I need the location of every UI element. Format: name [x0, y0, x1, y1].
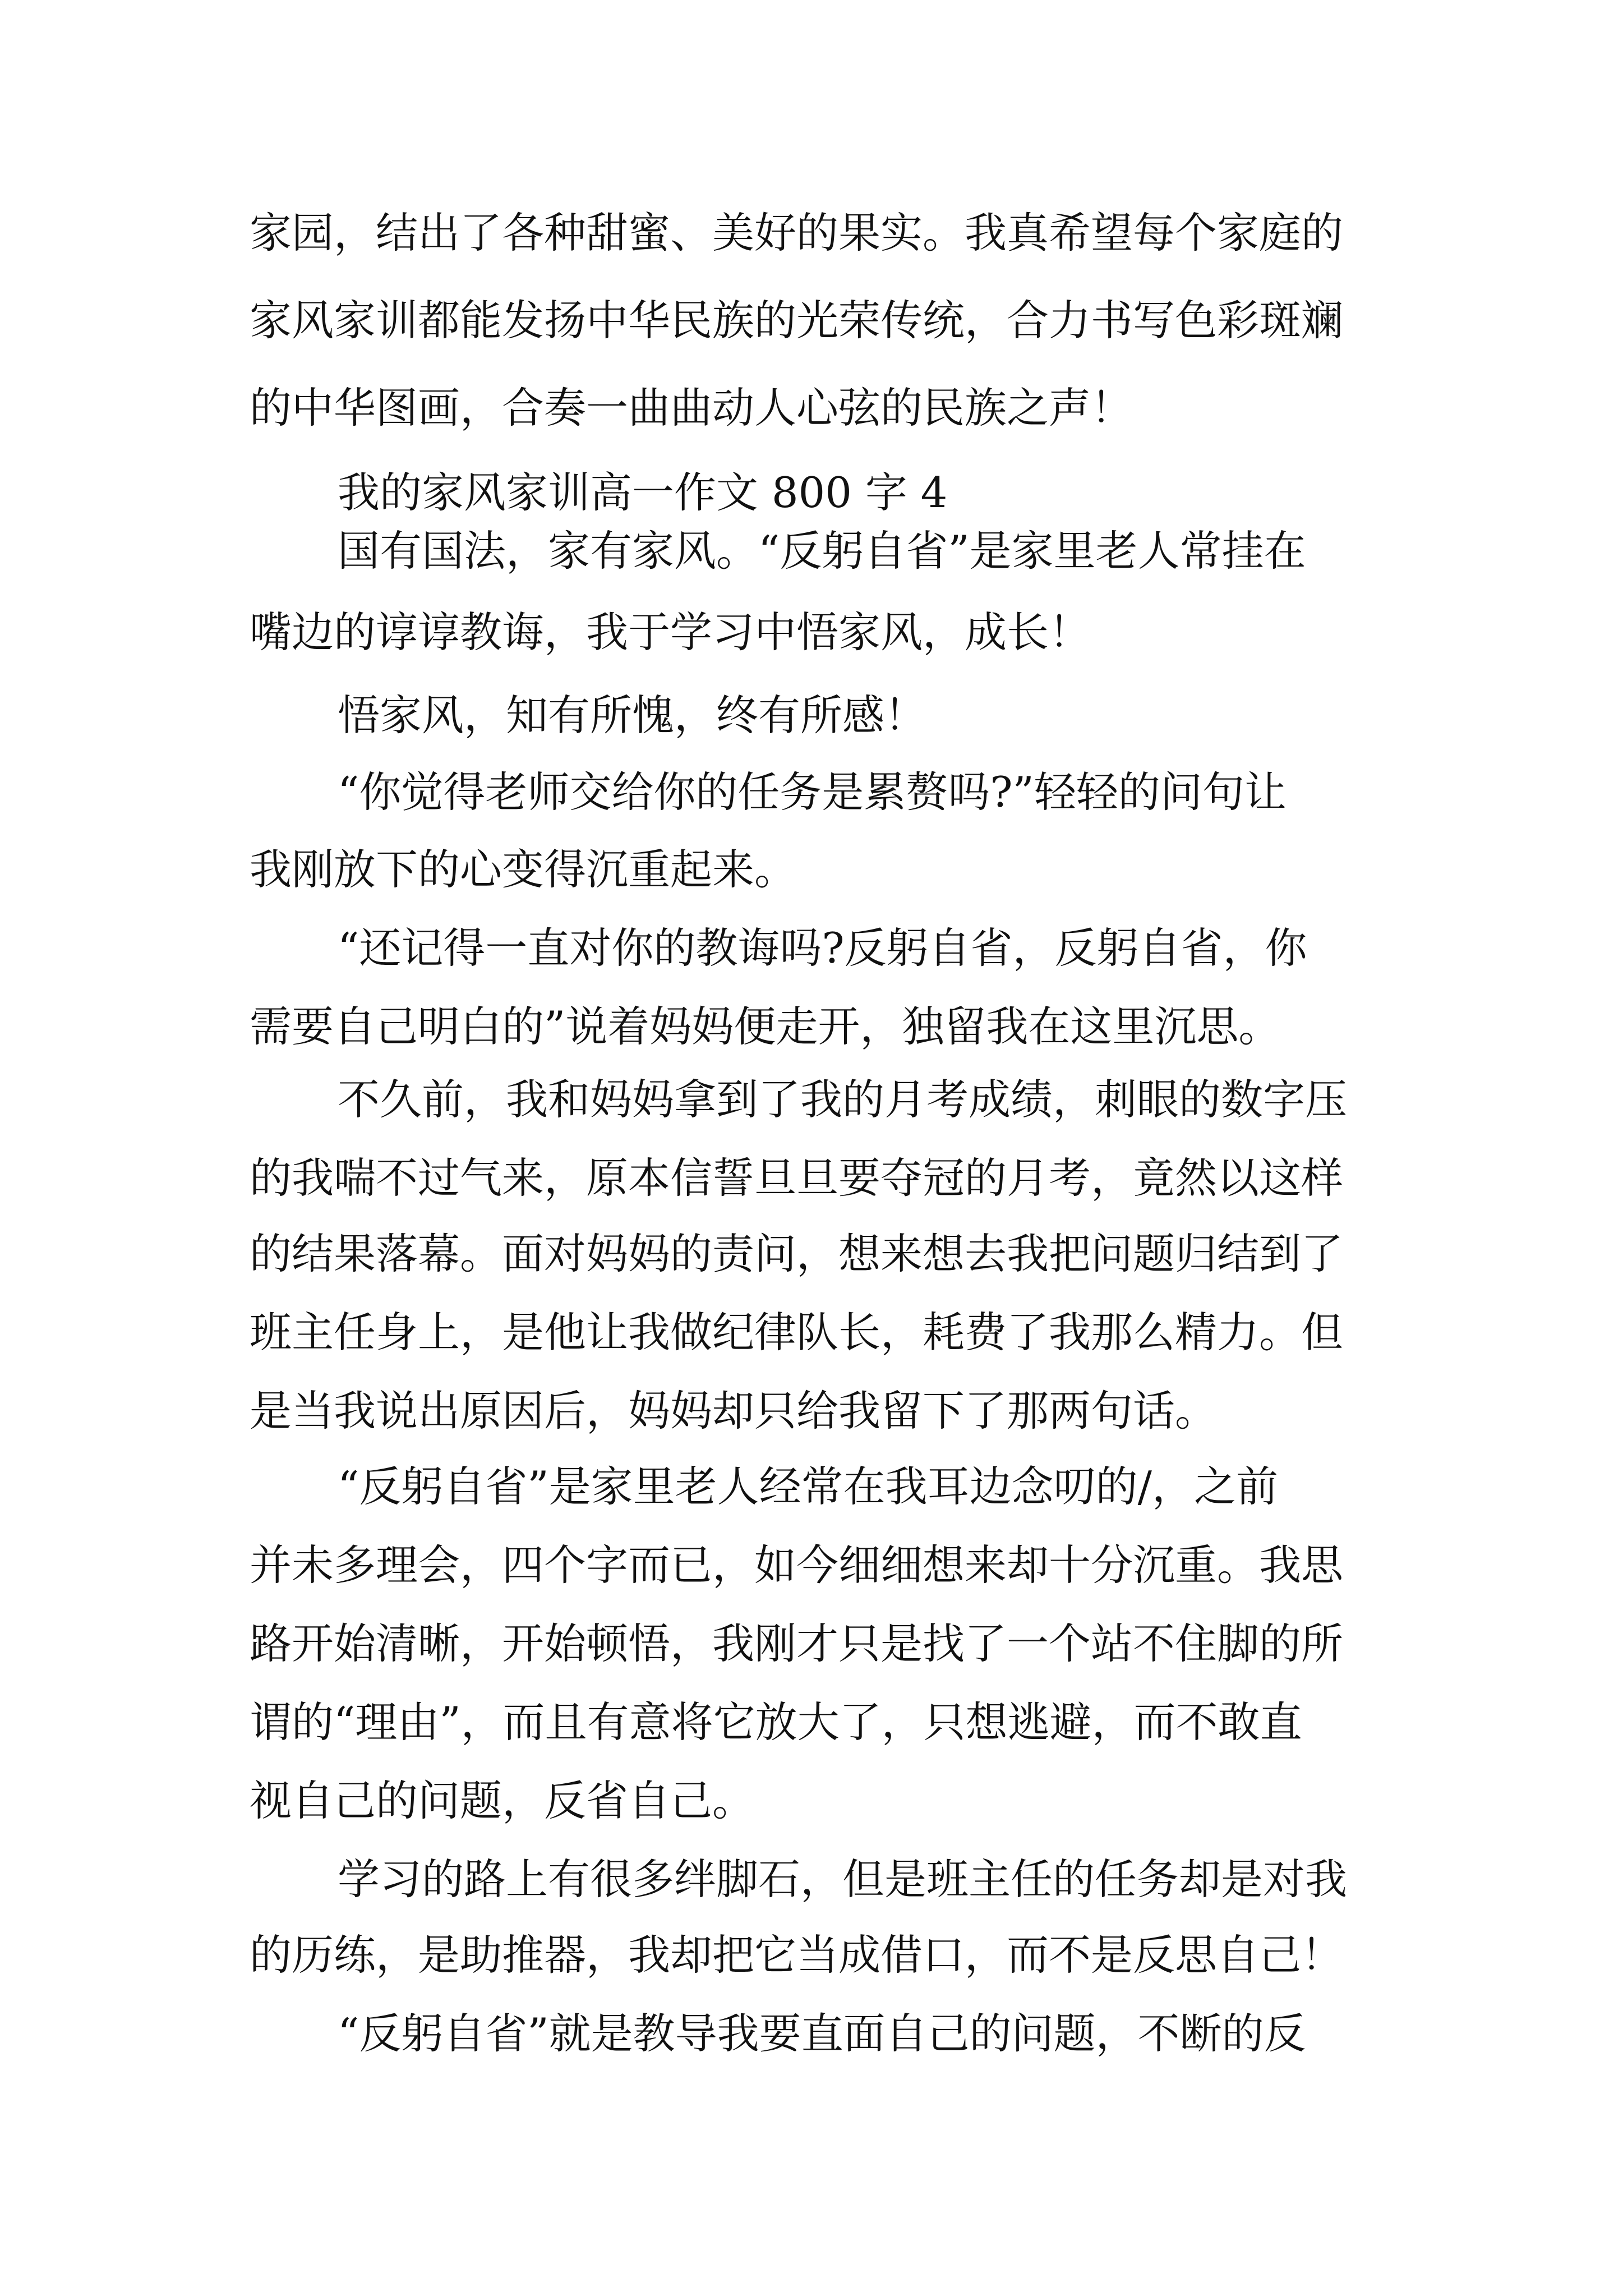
text-line: 我刚放下的心变得沉重起来。 — [250, 845, 797, 894]
text-line: 的我喘不过气来，原本信誓旦旦要夺冠的月考，竟然以这样 — [250, 1153, 1344, 1203]
text-line: 悟家风，知有所愧，终有所感！ — [338, 691, 927, 740]
text-line: 班主任身上，是他让我做纪律队长，耗费了我那么精力。但 — [250, 1308, 1344, 1357]
text-line: “还记得一直对你的教诲吗?反躬自省，反躬自省，你 — [338, 923, 1307, 973]
text-line: 家园，结出了各种甜蜜、美好的果实。我真希望每个家庭的 — [250, 208, 1344, 257]
text-line: 嘴边的谆谆教诲，我于学习中悟家风，成长！ — [250, 608, 1091, 657]
text-line: 的中华图画，合奏一曲曲动人心弦的民族之声！ — [250, 383, 1133, 432]
text-line: 学习的路上有很多绊脚石，但是班主任的任务却是对我 — [338, 1855, 1348, 1904]
text-line: 路开始清晰，开始顿悟，我刚才只是找了一个站不住脚的所 — [250, 1619, 1344, 1668]
text-line: 的历练，是助推器，我却把它当成借口，而不是反思自己！ — [250, 1930, 1344, 1980]
text-line: 家风家训都能发扬中华民族的光荣传统，合力书写色彩斑斓 — [250, 296, 1344, 345]
text-line: “反躬自省”就是教导我要直面自己的问题，不断的反 — [338, 2009, 1306, 2058]
text-line: “反躬自省”是家里老人经常在我耳边念叨的/，之前 — [338, 1462, 1278, 1511]
text-line: 不久前，我和妈妈拿到了我的月考成绩，刺眼的数字压 — [338, 1075, 1348, 1124]
text-line: 需要自己明白的”说着妈妈便走开，独留我在这里沉思。 — [250, 1002, 1281, 1051]
text-line: 谓的“理由”，而且有意将它放大了，只想逃避，而不敢直 — [250, 1697, 1302, 1747]
text-line: 视自己的问题，反省自己。 — [250, 1776, 755, 1825]
text-line: 的结果落幕。面对妈妈的责问，想来想去我把问题归结到了 — [250, 1229, 1344, 1278]
text-line: 并未多理会，四个字而已，如今细细想来却十分沉重。我思 — [250, 1540, 1344, 1590]
text-line: “你觉得老师交给你的任务是累赘吗?”轻轻的问句让 — [338, 767, 1287, 817]
section-heading: 我的家风家训高一作文 800 字 4 — [338, 468, 948, 517]
text-line: 国有国法，家有家风。“反躬自省”是家里老人常挂在 — [338, 526, 1306, 576]
text-line: 是当我说出原因后，妈妈却只给我留下了那两句话。 — [250, 1386, 1218, 1435]
